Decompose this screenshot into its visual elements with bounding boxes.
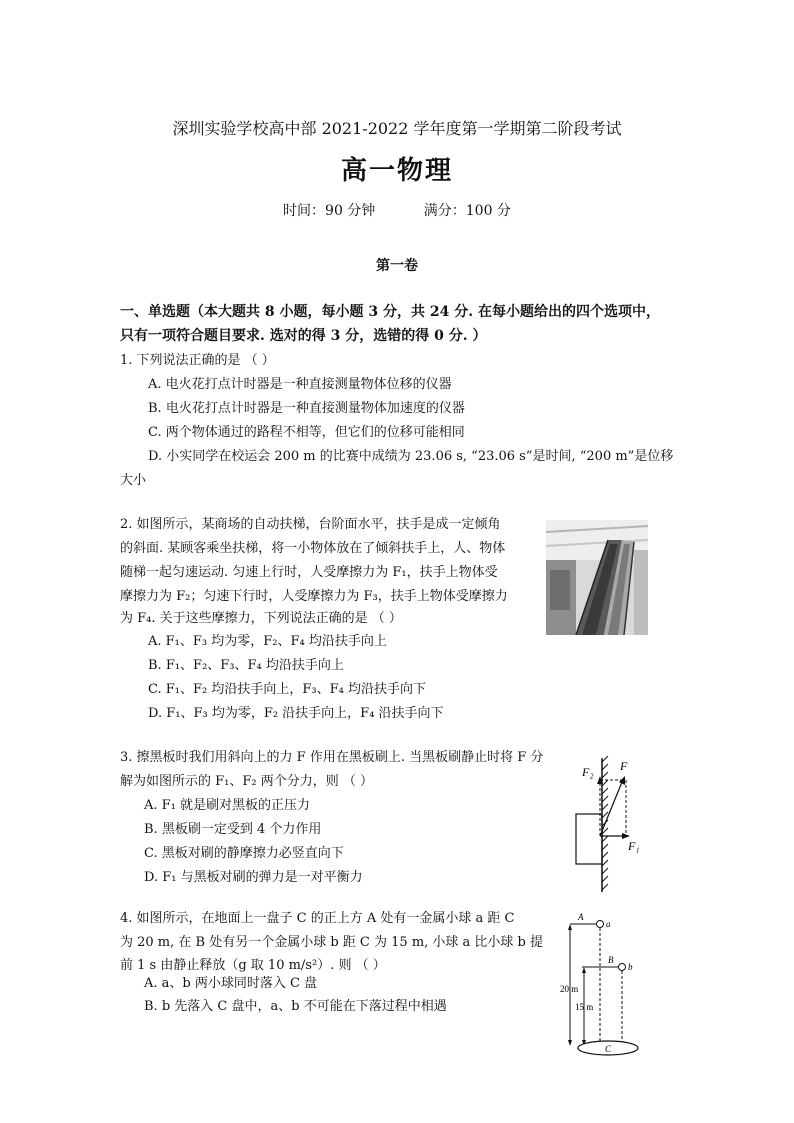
q1-stem: 1. 下列说法正确的是 （ ） — [120, 353, 275, 368]
q1-option-d-cont: 大小 — [120, 473, 147, 488]
q4-option-b: B. b 先落入 C 盘中，a、b 不可能在下落过程中相遇 — [144, 999, 447, 1014]
q3-option-d: D. F₁ 与黑板对刷的弹力是一对平衡力 — [144, 870, 363, 885]
q1-option-d: D. 小实同学在校运会 200 m 的比赛中成绩为 23.06 s, “23.06 s”是时间, “200 m”是位移 — [148, 449, 674, 464]
q2-stem-line: 为 F₄. 关于这些摩擦力，下列说法正确的是 （ ） — [120, 611, 402, 626]
exam-time: 时间：90 分钟 — [283, 203, 376, 219]
section-heading-line1: 一、单选题（本大题共 8 小题，每小题 3 分，共 24 分. 在每小题给出的四个选项中， — [120, 304, 660, 320]
label-f: F — [620, 759, 628, 773]
escalator-photo — [546, 520, 648, 635]
q1-option-a: A. 电火花打点计时器是一种直接测量物体位移的仪器 — [148, 377, 452, 392]
school-title: 深圳实验学校高中部 2021-2022 学年度第一学期第二阶段考试 — [172, 119, 622, 138]
q2-option-c: C. F₁、F₂ 均沿扶手向上，F₃、F₄ 均沿扶手向下 — [148, 682, 426, 697]
label-C: C — [605, 1044, 612, 1054]
label-f1: F₁ — [628, 839, 640, 853]
label-a: a — [606, 919, 611, 929]
label-f2: F₂ — [582, 765, 594, 779]
q2-option-a: A. F₁、F₃ 均为零，F₂、F₄ 均沿扶手向上 — [148, 634, 387, 649]
q1-option-c: C. 两个物体通过的路程不相等，但它们的位移可能相同 — [148, 425, 465, 440]
q4-option-a: A. a、b 两小球同时落入 C 盘 — [144, 976, 318, 991]
label-15m: 15 m — [575, 1002, 594, 1012]
q3-option-b: B. 黑板刷一定受到 4 个力作用 — [144, 822, 322, 837]
force-diagram — [568, 756, 660, 894]
q3-option-a: A. F₁ 就是刷对黑板的正压力 — [144, 798, 311, 813]
label-A: A — [578, 912, 584, 922]
label-b: b — [628, 962, 633, 972]
q2-stem-line: 2. 如图所示，某商场的自动扶梯，台阶面水平，扶手是成一定倾角 — [120, 517, 501, 532]
q4-stem-line: 为 20 m, 在 B 处有另一个金属小球 b 距 C 为 15 m, 小球 a 比小球 b 提 — [120, 935, 544, 950]
q2-stem-line: 随梯一起匀速运动. 匀速上行时，人受摩擦力为 F₁，扶手上物体受 — [120, 565, 498, 580]
q2-option-b: B. F₁、F₂、F₃、F₄ 均沿扶手向上 — [148, 658, 344, 673]
q2-option-d: D. F₁、F₃ 均为零，F₂ 沿扶手向上，F₄ 沿扶手向下 — [148, 706, 444, 721]
q2-stem-line: 的斜面. 某顾客乘坐扶梯，将一小物体放在了倾斜扶手上，人、物体 — [120, 541, 506, 556]
q1-option-b: B. 电火花打点计时器是一种直接测量物体加速度的仪器 — [148, 401, 465, 416]
q3-option-c: C. 黑板对刷的静摩擦力必竖直向下 — [144, 846, 344, 861]
label-20m: 20 m — [560, 984, 579, 994]
q2-stem-line: 摩擦力为 F₂；匀速下行时，人受摩擦力为 F₃，扶手上物体受摩擦力 — [120, 589, 508, 604]
volume-title: 第一卷 — [376, 258, 418, 274]
subject-title: 高一物理 — [340, 156, 453, 186]
label-B: B — [608, 955, 614, 965]
section-heading-line2: 只有一项符合题目要求. 选对的得 3 分，选错的得 0 分. ） — [120, 328, 487, 344]
q3-stem-line: 3. 擦黑板时我们用斜向上的力 F 作用在黑板刷上. 当黑板刷静止时将 F 分 — [120, 750, 544, 765]
falling-balls-diagram — [558, 910, 668, 1060]
q4-stem-line: 前 1 s 由静止释放（g 取 10 m/s²）. 则 （ ） — [120, 958, 386, 973]
exam-score: 满分：100 分 — [423, 203, 511, 219]
exam-meta — [0, 201, 794, 221]
q3-stem-line: 解为如图所示的 F₁、F₂ 两个分力，则 （ ） — [120, 774, 373, 789]
q4-stem-line: 4. 如图所示，在地面上一盘子 C 的正上方 A 处有一金属小球 a 距 C — [120, 911, 515, 926]
